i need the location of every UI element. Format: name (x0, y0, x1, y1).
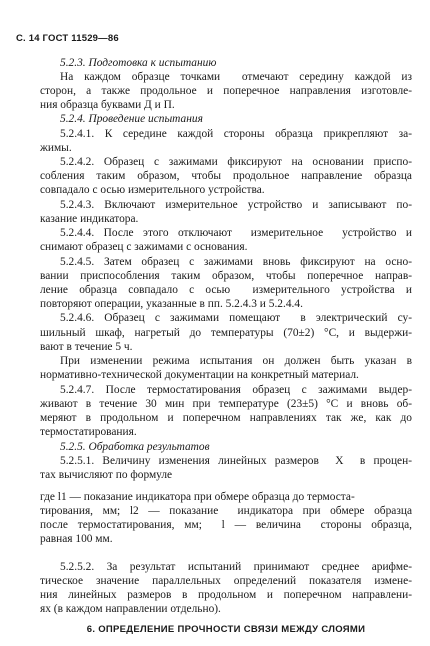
page-header: С. 14 ГОСТ 11529—86 (16, 33, 119, 44)
text-line: ния образца буквами Д и П. (40, 99, 175, 111)
text-line: 5.2.4.3. Включают измерительное устройство и записывают по- (60, 199, 412, 211)
text-line: нормативно-технической документации на конкретный материал. (40, 369, 359, 381)
text-line: ях (в каждом направлении отдельно). (40, 603, 221, 615)
text-line: где l1 — показание индикатора при обмере образца до термоста- (40, 491, 355, 503)
text-line: 5.2.5.1. Величину изменения линейных размеров X в процен- (60, 455, 412, 467)
text-line: 5.2.4.6. Образец с зажимами помещают в электрический су- (60, 312, 412, 324)
text-line: 5.2.4.1. К середине каждой стороны образца прикрепляют за- (60, 128, 412, 140)
text-line: 5.2.4.5. Затем образец с зажимами вновь фиксируют на осно- (60, 256, 412, 268)
subsection-title: 5.2.3. Подготовка к испытанию (60, 57, 217, 69)
text-line: тическое значение параллельных определений показателя измене- (40, 575, 412, 587)
text-line: жимы. (40, 142, 72, 154)
text-line: вают в течение 5 ч. (40, 341, 133, 353)
text-line: При изменении режима испытания он должен быть указан в (60, 355, 412, 367)
subsection-title: 5.2.4. Проведение испытания (60, 113, 203, 125)
text-line: сторон, а также продольное и поперечное направления изготовле- (40, 85, 412, 97)
text-line: термостатирования. (40, 426, 137, 438)
text-line: 5.2.5.2. За результат испытаний принимают среднее арифме- (60, 561, 412, 573)
text-line: тах вычисляют по формуле (40, 469, 173, 481)
text-line: равная 100 мм. (40, 533, 113, 545)
text-line: вании приспособления таким образом, чтобы поперечное направ- (40, 270, 412, 282)
text-line: 5.2.4.2. Образец с зажимами фиксируют на основании приспо- (60, 156, 412, 168)
text-line: совпадало с осью измерительного устройства. (40, 184, 265, 196)
text-line: ния линейных размеров в продольном и поперечном направлени- (40, 589, 412, 601)
text-line: На каждом образце точками отмечают середину каждой из (60, 71, 412, 83)
text-line: казание индикатора. (40, 213, 139, 225)
text-line: после термостатирования, мм; l — величина стороны образца, (40, 519, 412, 531)
text-line: 5.2.4.7. После термостатирования образец с зажимами выдер- (60, 384, 412, 396)
text-line: собления таким образом, чтобы продольное направление образца (40, 170, 412, 182)
section-heading: 6. ОПРЕДЕЛЕНИЕ ПРОЧНОСТИ СВЯЗИ МЕЖДУ СЛОЯМИ (86, 624, 366, 635)
text-line: 5.2.4.4. После этого отключают измерительное устройство и (60, 227, 412, 239)
text-line: живают в течение 30 мин при температуре (23±5) °С и вновь об- (40, 398, 412, 410)
text-line: шильный шкаф, нагретый до температуры (70±2) °С, и выдержи- (40, 327, 412, 339)
subsection-title: 5.2.5. Обработка результатов (60, 441, 210, 453)
text-line: ление образца совпадало с осью измерительного устройства и (40, 284, 412, 296)
text-line: меряют в продольном и поперечном направлениях так же, как до (40, 412, 412, 424)
text-line: тирования, мм; l2 — показание индикатора при обмере образца (40, 505, 412, 517)
text-line: повторяют операции, указанные в пп. 5.2.4.3 и 5.2.4.4. (40, 298, 303, 310)
text-line: снимают образец с зажимами с основания. (40, 241, 248, 253)
